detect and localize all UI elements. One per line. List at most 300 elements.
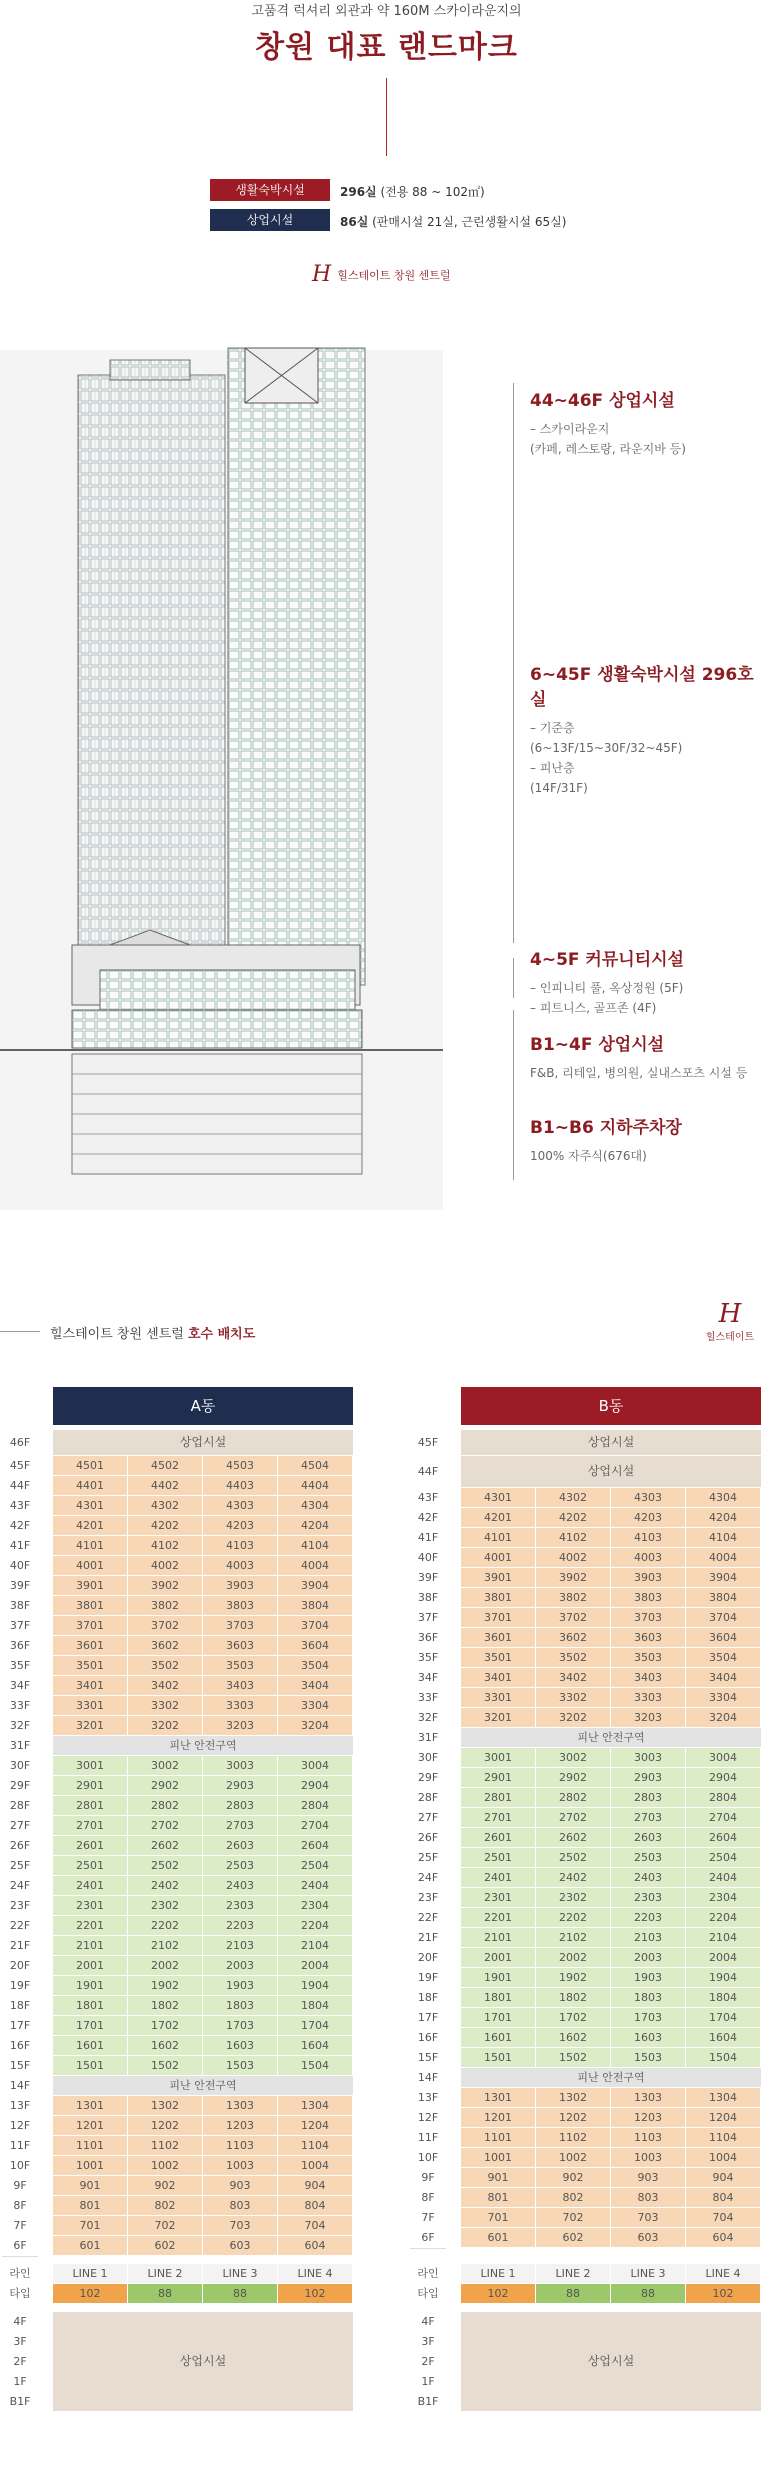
unit-cell: 2602: [128, 1836, 202, 1855]
feature-line: F&B, 리테일, 병의원, 실내스포츠 시설 등: [530, 1066, 748, 1080]
unit-cell: 3301: [53, 1696, 127, 1715]
unit-cell: 1004: [686, 2148, 760, 2167]
unit-cell: 4003: [611, 1548, 685, 1567]
unit-cell: 4204: [278, 1516, 352, 1535]
unit-cell: 1301: [53, 2096, 127, 2115]
unit-cell: 3904: [686, 1568, 760, 1587]
unit-cell: 3303: [611, 1688, 685, 1707]
unit-cell: 3204: [686, 1708, 760, 1727]
unit-cell: 3701: [53, 1616, 127, 1635]
unit-cell: 3803: [203, 1596, 277, 1615]
unit-cell: 1703: [203, 2016, 277, 2035]
logo-text: 힐스테이트: [705, 1332, 755, 1343]
type-row-label: 타입: [2, 2284, 38, 2303]
unit-cell: 2203: [611, 1908, 685, 1927]
feature-block-commercial: [530, 1030, 770, 1083]
unit-cell: 2104: [686, 1928, 760, 1947]
floor-label: 29F: [410, 1768, 446, 1789]
floor-label: 42F: [2, 1516, 38, 1537]
unit-cell: 1003: [203, 2156, 277, 2175]
floor-label: 43F: [2, 1496, 38, 1517]
unit-cell: 2802: [128, 1796, 202, 1815]
unit-cell: 2301: [461, 1888, 535, 1907]
unit-cell: 3602: [536, 1628, 610, 1647]
unit-cell: 2403: [611, 1868, 685, 1887]
unit-cell: 4004: [686, 1548, 760, 1567]
feature-bracket-skylounge: [513, 383, 514, 463]
unit-cell: 3703: [611, 1608, 685, 1627]
unit-cell: 2804: [686, 1788, 760, 1807]
unit-cell: 704: [686, 2208, 760, 2227]
unit-cell: 2004: [278, 1956, 352, 1975]
unit-cell: 3401: [53, 1676, 127, 1695]
unit-cell: 3504: [686, 1648, 760, 1667]
unit-cell: 4304: [278, 1496, 352, 1515]
unit-cell: 1103: [203, 2136, 277, 2155]
unit-cell: 3001: [53, 1756, 127, 1775]
unit-cell: 3404: [686, 1668, 760, 1687]
unit-cell: 2603: [203, 1836, 277, 1855]
unit-cell: 4102: [128, 1536, 202, 1555]
unit-cell: 3204: [278, 1716, 352, 1735]
unit-cell: 3303: [203, 1696, 277, 1715]
floor-label: 35F: [2, 1656, 38, 1677]
unit-cell: 2601: [53, 1836, 127, 1855]
commercial-podium-cell: 상업시설: [53, 2312, 353, 2411]
unit-cell: 1303: [611, 2088, 685, 2107]
unit-cell: 2102: [128, 1936, 202, 1955]
unit-cell: 4402: [128, 1476, 202, 1495]
type-cell: 102: [461, 2284, 535, 2303]
unit-cell: 801: [461, 2188, 535, 2207]
unit-cell: 4101: [53, 1536, 127, 1555]
unit-cell: 1702: [128, 2016, 202, 2035]
divider: [386, 78, 387, 156]
floor-label: 32F: [2, 1716, 38, 1737]
unit-cell: 1203: [203, 2116, 277, 2135]
unit-cell: 4302: [128, 1496, 202, 1515]
floor-label: 8F: [410, 2188, 446, 2209]
floor-label: B1F: [410, 2392, 446, 2411]
floor-label: 10F: [2, 2156, 38, 2177]
tower-a-header: A동: [53, 1387, 353, 1425]
unit-cell: 3802: [536, 1588, 610, 1607]
refuge-cell: 피난 안전구역: [461, 2068, 761, 2087]
unit-cell: 2001: [461, 1948, 535, 1967]
feature-block-community: [530, 945, 765, 1018]
unit-cell: 3803: [611, 1588, 685, 1607]
unit-cell: 3903: [611, 1568, 685, 1587]
unit-cell: 3604: [278, 1636, 352, 1655]
unit-cell: 3801: [461, 1588, 535, 1607]
unit-cell: 3502: [128, 1656, 202, 1675]
feature-title: 6~45F 생활숙박시설 296호실: [530, 665, 754, 710]
building-illustration: [0, 330, 443, 1210]
unit-cell: 3401: [461, 1668, 535, 1687]
unit-cell: 4504: [278, 1456, 352, 1475]
unit-cell: 1203: [611, 2108, 685, 2127]
feature-line: – 인피니티 풀, 옥상정원 (5F): [530, 981, 684, 995]
unit-cell: 1701: [461, 2008, 535, 2027]
unit-cell: 2102: [536, 1928, 610, 1947]
unit-cell: 3304: [278, 1696, 352, 1715]
line-cell: LINE 3: [611, 2264, 685, 2283]
type-row-label: 타입: [410, 2284, 446, 2303]
unit-cell: 1602: [536, 2028, 610, 2047]
feature-bracket-lodging: [513, 463, 514, 943]
unit-cell: 2904: [686, 1768, 760, 1787]
floor-label: 18F: [410, 1988, 446, 2009]
unit-cell: 2401: [53, 1876, 127, 1895]
floor-label: B1F: [2, 2392, 38, 2411]
type-cell: 88: [611, 2284, 685, 2303]
unit-cell: 1804: [278, 1996, 352, 2015]
floor-label: 19F: [2, 1976, 38, 1997]
floor-label: 34F: [2, 1676, 38, 1697]
unit-cell: 4303: [611, 1488, 685, 1507]
unit-cell: 603: [611, 2228, 685, 2247]
unit-cell: 1204: [686, 2108, 760, 2127]
unit-cell: 4503: [203, 1456, 277, 1475]
commercial-cell: 상업시설: [461, 1430, 761, 1455]
unit-cell: 4403: [203, 1476, 277, 1495]
unit-cell: 4301: [53, 1496, 127, 1515]
unit-cell: 1703: [611, 2008, 685, 2027]
unit-cell: 3302: [536, 1688, 610, 1707]
floor-label: 10F: [410, 2148, 446, 2169]
unit-cell: 1304: [686, 2088, 760, 2107]
unit-cell: 1602: [128, 2036, 202, 2055]
unit-cell: 2201: [53, 1916, 127, 1935]
unit-cell: 1504: [278, 2056, 352, 2075]
unit-cell: 4301: [461, 1488, 535, 1507]
unit-cell: 1003: [611, 2148, 685, 2167]
floor-label: 3F: [410, 2332, 446, 2351]
unit-cell: 3902: [536, 1568, 610, 1587]
unit-cell: 2504: [278, 1856, 352, 1875]
unit-cell: 3902: [128, 1576, 202, 1595]
unit-cell: 602: [536, 2228, 610, 2247]
floor-label: 16F: [2, 2036, 38, 2057]
floor-label: 39F: [410, 1568, 446, 1589]
type-cell: 102: [686, 2284, 760, 2303]
unit-cell: 3501: [461, 1648, 535, 1667]
unit-cell: 2402: [536, 1868, 610, 1887]
unit-cell: 1801: [461, 1988, 535, 2007]
unit-cell: 2401: [461, 1868, 535, 1887]
feature-block-skylounge: [530, 386, 765, 459]
unit-cell: 2302: [128, 1896, 202, 1915]
unit-cell: 1104: [278, 2136, 352, 2155]
unit-cell: 3502: [536, 1648, 610, 1667]
floor-label: 24F: [410, 1868, 446, 1889]
unit-cell: 2803: [611, 1788, 685, 1807]
unit-cell: 3603: [611, 1628, 685, 1647]
floor-label: 12F: [410, 2108, 446, 2129]
unit-cell: 1803: [203, 1996, 277, 2015]
unit-cell: 702: [536, 2208, 610, 2227]
unit-cell: 1903: [611, 1968, 685, 1987]
unit-cell: 1502: [128, 2056, 202, 2075]
unit-cell: 1901: [53, 1976, 127, 1995]
unit-cell: 2601: [461, 1828, 535, 1847]
floor-label: 41F: [2, 1536, 38, 1557]
unit-cell: 1202: [128, 2116, 202, 2135]
unit-cell: 1601: [461, 2028, 535, 2047]
unit-cell: 2004: [686, 1948, 760, 1967]
feature-line: – 스카이라운지: [530, 422, 610, 436]
line-cell: LINE 1: [53, 2264, 127, 2283]
unit-cell: 904: [686, 2168, 760, 2187]
unit-cell: 3202: [536, 1708, 610, 1727]
unit-cell: 4003: [203, 1556, 277, 1575]
unit-cell: 2502: [128, 1856, 202, 1875]
unit-cell: 3202: [128, 1716, 202, 1735]
floor-label: 22F: [410, 1908, 446, 1929]
unit-cell: 1504: [686, 2048, 760, 2067]
unit-cell: 2002: [536, 1948, 610, 1967]
line-cell: LINE 4: [278, 2264, 352, 2283]
floor-label: 43F: [410, 1488, 446, 1509]
floor-label: 28F: [2, 1796, 38, 1817]
unit-cell: 4101: [461, 1528, 535, 1547]
page-title: 창원 대표 랜드마크: [255, 30, 518, 65]
unit-cell: 2501: [53, 1856, 127, 1875]
unit-cell: 4303: [203, 1496, 277, 1515]
unit-cell: 802: [536, 2188, 610, 2207]
unit-cell: 3201: [53, 1716, 127, 1735]
feature-line: (14F/31F): [530, 781, 588, 795]
unit-cell: 1701: [53, 2016, 127, 2035]
feature-block-lodging: [530, 660, 765, 798]
type-cell: 88: [203, 2284, 277, 2303]
unit-cell: 804: [278, 2196, 352, 2215]
floor-label: 35F: [410, 1648, 446, 1669]
unit-cell: 604: [686, 2228, 760, 2247]
summary-label-lodging: 생활숙박시설: [210, 179, 330, 201]
line-cell: LINE 2: [128, 2264, 202, 2283]
unit-cell: 904: [278, 2176, 352, 2195]
floor-label: 27F: [2, 1816, 38, 1837]
floor-label: 17F: [410, 2008, 446, 2029]
feature-line: – 피트니스, 골프존 (4F): [530, 1001, 657, 1015]
unit-cell: 1901: [461, 1968, 535, 1987]
unit-cell: 903: [611, 2168, 685, 2187]
summary-label-commercial: 상업시설: [210, 209, 330, 231]
floor-label: 20F: [2, 1956, 38, 1977]
feature-line: 100% 자주식(676대): [530, 1149, 647, 1163]
unit-cell: 3504: [278, 1656, 352, 1675]
type-cell: 102: [278, 2284, 352, 2303]
unit-cell: 2301: [53, 1896, 127, 1915]
unit-cell: 1002: [128, 2156, 202, 2175]
unit-cell: 3003: [203, 1756, 277, 1775]
unit-cell: 1503: [611, 2048, 685, 2067]
line-row-label: 라인: [410, 2264, 446, 2283]
floor-label: 32F: [410, 1708, 446, 1729]
floor-label: 25F: [410, 1848, 446, 1869]
unit-cell: 2202: [536, 1908, 610, 1927]
unit-cell: 1103: [611, 2128, 685, 2147]
floor-label: 19F: [410, 1968, 446, 1989]
floor-label: 33F: [2, 1696, 38, 1717]
header-subtitle: 고품격 럭셔리 외관과 약 160M 스카이라운지의: [251, 4, 522, 19]
unit-cell: 601: [461, 2228, 535, 2247]
floor-label: 22F: [2, 1916, 38, 1937]
unit-cell: 2804: [278, 1796, 352, 1815]
unit-cell: 2204: [278, 1916, 352, 1935]
unit-cell: 3501: [53, 1656, 127, 1675]
unit-cell: 603: [203, 2236, 277, 2255]
feature-line: (6~13F/15~30F/32~45F): [530, 741, 683, 755]
unit-cell: 2502: [536, 1848, 610, 1867]
refuge-cell: 피난 안전구역: [53, 2076, 353, 2095]
floor-label: 23F: [2, 1896, 38, 1917]
unit-cell: 2101: [461, 1928, 535, 1947]
unit-cell: 3203: [203, 1716, 277, 1735]
floor-label: 15F: [2, 2056, 38, 2077]
unit-cell: 2903: [203, 1776, 277, 1795]
unit-cell: 1601: [53, 2036, 127, 2055]
unit-cell: 2803: [203, 1796, 277, 1815]
unit-cell: 704: [278, 2216, 352, 2235]
unit-cell: 1102: [536, 2128, 610, 2147]
unit-cell: 2203: [203, 1916, 277, 1935]
floor-label: 34F: [410, 1668, 446, 1689]
line-cell: LINE 4: [686, 2264, 760, 2283]
unit-cell: 702: [128, 2216, 202, 2235]
unit-cell: 3601: [53, 1636, 127, 1655]
unit-cell: 2302: [536, 1888, 610, 1907]
unit-cell: 2304: [278, 1896, 352, 1915]
unit-cell: 3302: [128, 1696, 202, 1715]
floor-label: 38F: [410, 1588, 446, 1609]
unit-cell: 3603: [203, 1636, 277, 1655]
unit-cell: 3404: [278, 1676, 352, 1695]
unit-cell: 3602: [128, 1636, 202, 1655]
unit-cell: 2003: [203, 1956, 277, 1975]
unit-cell: 1101: [461, 2128, 535, 2147]
unit-cell: 4304: [686, 1488, 760, 1507]
unit-cell: 3702: [536, 1608, 610, 1627]
unit-cell: 2701: [53, 1816, 127, 1835]
unit-cell: 1304: [278, 2096, 352, 2115]
unit-cell: 2701: [461, 1808, 535, 1827]
unit-cell: 1001: [461, 2148, 535, 2167]
feature-title: 4~5F 커뮤니티시설: [530, 950, 684, 970]
feature-bracket-parking: [513, 1100, 514, 1180]
floor-label: 38F: [2, 1596, 38, 1617]
floor-label: 8F: [2, 2196, 38, 2217]
floor-label: 37F: [2, 1616, 38, 1637]
unit-cell: 1002: [536, 2148, 610, 2167]
unit-cell: 1804: [686, 1988, 760, 2007]
unit-cell: 2702: [128, 1816, 202, 1835]
unit-cell: 1603: [611, 2028, 685, 2047]
floor-label: 2F: [410, 2352, 446, 2371]
unit-cell: 3601: [461, 1628, 535, 1647]
floor-label: 14F: [2, 2076, 38, 2097]
floor-label: 27F: [410, 1808, 446, 1829]
unit-cell: 4002: [128, 1556, 202, 1575]
floor-label: 26F: [2, 1836, 38, 1857]
floor-label: 40F: [410, 1548, 446, 1569]
unit-cell: 3304: [686, 1688, 760, 1707]
line-cell: LINE 1: [461, 2264, 535, 2283]
floor-label: 45F: [2, 1456, 38, 1477]
unit-cell: 2404: [278, 1876, 352, 1895]
unit-cell: 4204: [686, 1508, 760, 1527]
type-cell: 88: [536, 2284, 610, 2303]
summary-value-commercial: 86실 (판매시설 21실, 근린생활시설 65실): [340, 215, 567, 229]
unit-cell: 3301: [461, 1688, 535, 1707]
unit-cell: 1903: [203, 1976, 277, 1995]
floor-label: 21F: [410, 1928, 446, 1949]
unit-cell: 1204: [278, 2116, 352, 2135]
unit-cell: 1301: [461, 2088, 535, 2107]
unit-cell: 802: [128, 2196, 202, 2215]
unit-cell: 1802: [128, 1996, 202, 2015]
floor-label: 45F: [410, 1430, 446, 1457]
unit-cell: 604: [278, 2236, 352, 2255]
floor-label: 14F: [410, 2068, 446, 2089]
floor-label: 1F: [410, 2372, 446, 2391]
unit-cell: 1101: [53, 2136, 127, 2155]
unit-cell: 2001: [53, 1956, 127, 1975]
floor-label: 9F: [410, 2168, 446, 2189]
floor-label: 11F: [410, 2128, 446, 2149]
unit-cell: 4103: [611, 1528, 685, 1547]
unit-cell: 601: [53, 2236, 127, 2255]
unit-cell: 701: [461, 2208, 535, 2227]
floor-label: 24F: [2, 1876, 38, 1897]
unit-cell: 2801: [53, 1796, 127, 1815]
unit-cell: 1902: [536, 1968, 610, 1987]
unit-cell: 1004: [278, 2156, 352, 2175]
line-cell: LINE 2: [536, 2264, 610, 2283]
unit-cell: 3201: [461, 1708, 535, 1727]
feature-line: (카페, 레스토랑, 라운지바 등): [530, 442, 686, 456]
unit-cell: 1104: [686, 2128, 760, 2147]
unit-cell: 4201: [53, 1516, 127, 1535]
unit-cell: 3704: [278, 1616, 352, 1635]
unit-cell: 2204: [686, 1908, 760, 1927]
feature-title: B1~4F 상업시설: [530, 1035, 665, 1055]
unit-cell: 2202: [128, 1916, 202, 1935]
unit-cell: 3901: [461, 1568, 535, 1587]
unit-cell: 1501: [53, 2056, 127, 2075]
floor-label: 25F: [2, 1856, 38, 1877]
refuge-cell: 피난 안전구역: [461, 1728, 761, 1747]
unit-cell: 2404: [686, 1868, 760, 1887]
floor-label: 7F: [2, 2216, 38, 2237]
unit-cell: 2503: [611, 1848, 685, 1867]
unit-cell: 3604: [686, 1628, 760, 1647]
floor-label: 30F: [410, 1748, 446, 1769]
unit-cell: 2104: [278, 1936, 352, 1955]
floor-label: 44F: [2, 1476, 38, 1497]
logo-h-icon: H: [312, 262, 332, 287]
unit-cell: 901: [461, 2168, 535, 2187]
unit-cell: 2501: [461, 1848, 535, 1867]
unit-cell: 2604: [278, 1836, 352, 1855]
unit-cell: 901: [53, 2176, 127, 2195]
floor-label: 33F: [410, 1688, 446, 1709]
unit-cell: 2304: [686, 1888, 760, 1907]
floor-label: 21F: [2, 1936, 38, 1957]
floor-label: 44F: [410, 1456, 446, 1489]
unit-cell: 2602: [536, 1828, 610, 1847]
